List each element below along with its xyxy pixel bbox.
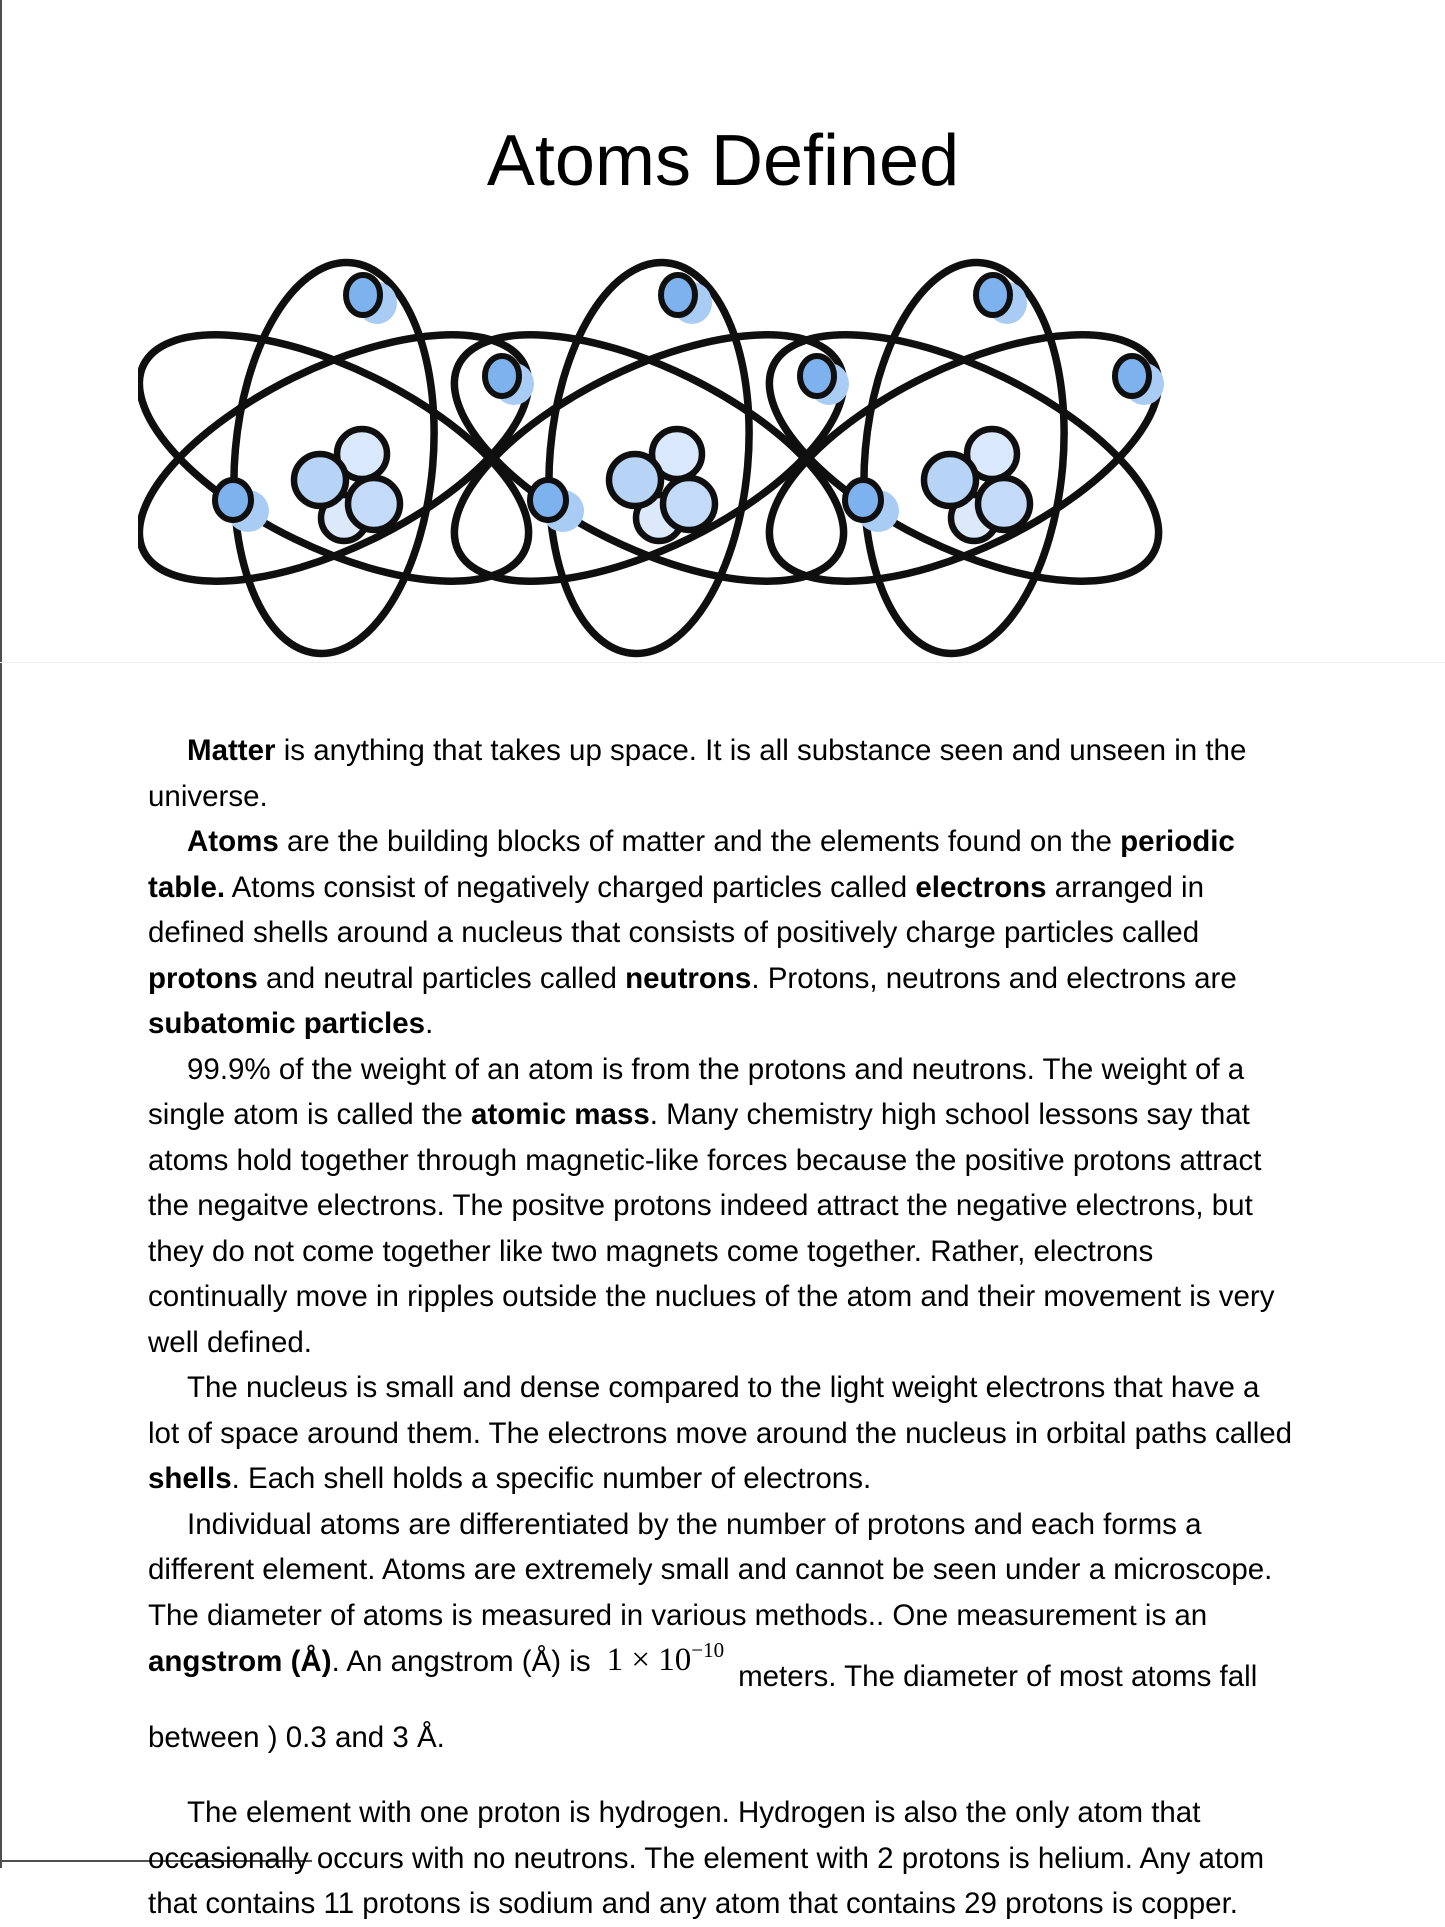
paragraph-atoms: Atoms are the building blocks of matter and the elements found on the periodic table. Atoms consist of negatively charged particles called electrons arranged in defined shells around a nucleus that consists of positively charge particles called protons and neutral particles called neutrons. Protons, neutrons and electrons are subatomic particles. [148, 825, 1237, 1040]
paragraph-nucleus: The nucleus is small and dense compared to the light weight electrons that have a lot of space around them. The electrons move around the nucleus in orbital paths called shells. Each shell holds a specific number of electrons. [148, 1371, 1293, 1495]
paragraph-angstrom: Individual atoms are differentiated by the number of protons and each forms a different element. Atoms are extremely small and cannot be seen under a microscope. The diameter of atoms is measured in various methods.. One measurement is an angstrom (Å). An angstrom (Å) is $1 \times 10^{-10}meters$. The diameter of most atoms fall between ) 0.3 and 3 Å. [148, 1507, 1273, 1754]
paragraph-elements: The element with one proton is hydrogen. Hydrogen is also the only atom that occasionally occurs with no neutrons. The element with 2 protons is helium. Any atom that contains 11 protons is sodium and any atom that contains 29 protons is copper. [148, 1796, 1265, 1920]
paragraph-matter: Matter is anything that takes up space. It is all substance seen and unseen in the universe. [148, 734, 1247, 813]
paragraph-atomic-mass: 99.9% of the weight of an atom is from the protons and neutrons. The weight of a single atom is called the atomic mass. Many chemistry high school lessons say that atoms hold together through magnetic-like forces because the positive protons attract the negaitve electrons. The positve protons indeed attract the negative electrons, but they do not come together like two magnets come together. Rather, electrons continually move in ripples outside the nuclues of the atom and their movement is very well defined. [148, 1052, 1275, 1359]
window-edge-left [0, 0, 2, 1868]
atom-diagram-1 [138, 254, 564, 662]
atoms-illustration [138, 228, 1193, 670]
atom-row [138, 254, 1193, 662]
inline-equation: $1 \times 10^{-10}$ [606, 1638, 725, 1678]
document-content [148, 0, 1298, 1927]
page-title: Atoms Defined [486, 121, 960, 201]
